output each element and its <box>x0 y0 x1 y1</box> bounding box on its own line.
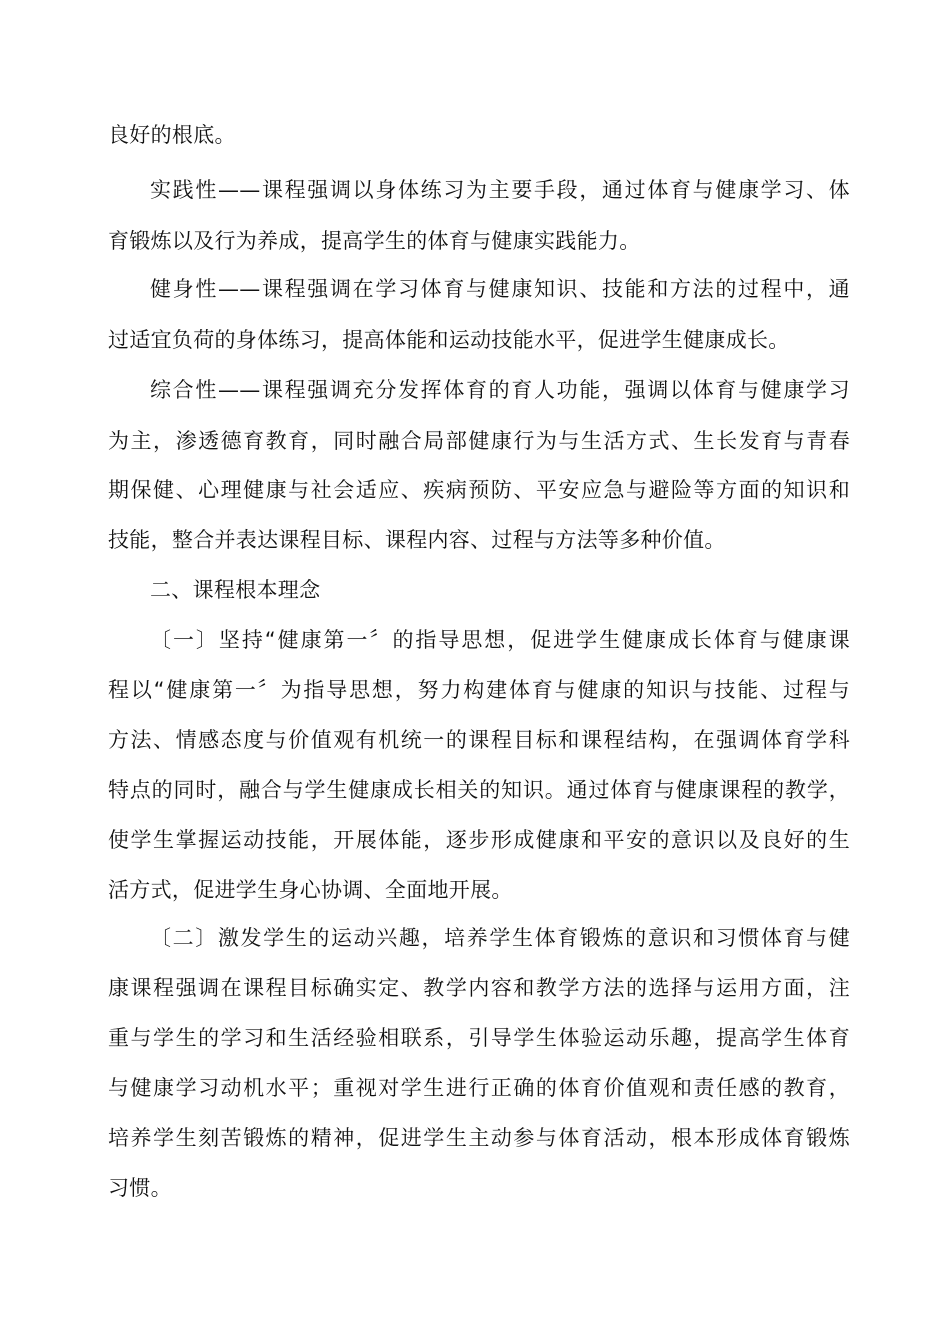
text-line: 使学生掌握运动技能，开展体能，逐步形成健康和平安的意识以及良好的生 <box>108 828 850 852</box>
text-line: 培养学生刻苦锻炼的精神，促进学生主动参与体育活动，根本形成体育锻炼 <box>108 1126 850 1150</box>
text-line: 程以“健康第一〞为指导思想，努力构建体育与健康的知识与技能、过程与 <box>108 678 850 702</box>
text-line: 康课程强调在课程目标确实定、教学内容和教学方法的选择与运用方面，注 <box>108 976 850 1000</box>
text-line: 为主，渗透德育教育，同时融合局部健康行为与生活方式、生长发育与青春 <box>108 429 850 453</box>
paragraph-fitness-line: 健身性——课程强调在学习体育与健康知识、技能和方法的过程中，通 <box>150 277 850 301</box>
text-line: 过适宜负荷的身体练习，提高体能和运动技能水平，促进学生健康成长。 <box>108 328 790 352</box>
text-line: 与健康学习动机水平；重视对学生进行正确的体育价值观和责任感的教育， <box>108 1076 850 1100</box>
text-line: 育锻炼以及行为养成，提高学生的体育与健康实践能力。 <box>108 229 641 253</box>
text-line: 方法、情感态度与价值观有机统一的课程目标和课程结构，在强调体育学科 <box>108 728 850 752</box>
text-line: 技能，整合并表达课程目标、课程内容、过程与方法等多种价值。 <box>108 528 726 552</box>
text-line: 活方式，促进学生身心协调、全面地开展。 <box>108 878 513 902</box>
subsection-two-line: 〔二〕激发学生的运动兴趣，培养学生体育锻炼的意识和习惯体育与健 <box>150 926 850 950</box>
subsection-one-line: 〔一〕坚持“健康第一〞的指导思想，促进学生健康成长体育与健康课 <box>150 628 850 652</box>
paragraph-comprehensive-line: 综合性——课程强调充分发挥体育的育人功能，强调以体育与健康学习 <box>150 378 850 402</box>
text-line: 特点的同时，融合与学生健康成长相关的知识。通过体育与健康课程的教学， <box>108 778 850 802</box>
text-line: 期保健、心理健康与社会适应、疾病预防、平安应急与避险等方面的知识和 <box>108 478 850 502</box>
text-line: 重与学生的学习和生活经验相联系，引导学生体验运动乐趣，提高学生体育 <box>108 1026 850 1050</box>
text-line: 良好的根底。 <box>108 123 236 147</box>
text-line: 习惯。 <box>108 1176 172 1200</box>
section-heading: 二、课程根本理念 <box>150 578 321 602</box>
paragraph-practicality-line: 实践性——课程强调以身体练习为主要手段，通过体育与健康学习、体 <box>150 178 850 202</box>
